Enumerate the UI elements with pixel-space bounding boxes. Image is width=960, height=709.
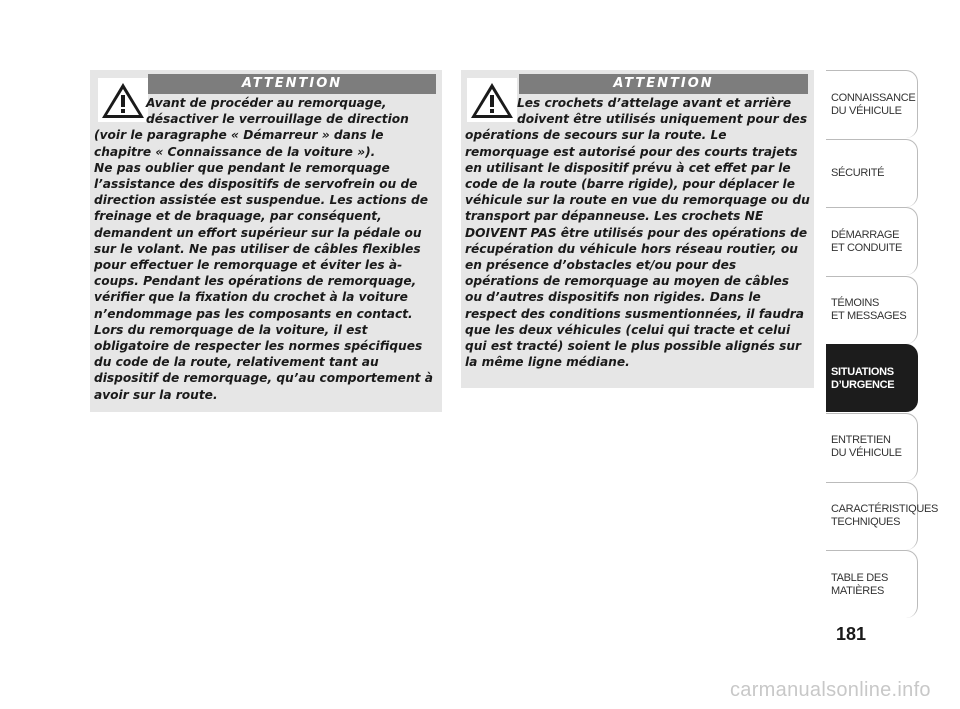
warning-text bbox=[94, 95, 438, 403]
page-number: 181 bbox=[835, 624, 867, 644]
tab-label: CARACTÉRISTIQUES TECHNIQUES bbox=[831, 503, 939, 529]
warning-paragraph: Avant de procéder au remorquage, désactiver le verrouillage de direction (voir le paragraphe « Démarreur » dans le chapitre « Connaissance de la voiture »). bbox=[94, 96, 409, 159]
warning-paragraph: Les crochets d’attelage avant et arrière doivent être utilisés uniquement pour des opérations de secours sur la route. Le remorquage est autorisé pour des courts trajets en utilisant le dispositif prévu à cet effet par le code de la route (barre rigide), pour déplacer le véhicule sur la route en vue du remorquage ou du transport par dépanneuse. Les crochets NE DOIVENT PAS être utilisés pour des opérations de récupération du véhicule hors réseau routier, ou en présence d’obstacles et/ou pour des opérations de remorquage au moyen de câbles ou d’autres dispositifs non rigides. Dans le respect des conditions susmentionnées, il faudra que les deux véhicules (celui qui tracte et celui qui est tracté) soient le plus possible alignés sur la même ligne médiane. bbox=[465, 96, 810, 370]
tab-label: DÉMARRAGE ET CONDUITE bbox=[831, 228, 903, 254]
warning-text bbox=[465, 95, 810, 370]
tab-label: ENTRETIEN DU VÉHICULE bbox=[831, 434, 902, 460]
watermark: carmanualsonline.info bbox=[730, 679, 931, 701]
warning-header: ATTENTION bbox=[148, 74, 436, 94]
tab-demarrage[interactable] bbox=[826, 207, 918, 275]
chapter-tabs bbox=[826, 70, 939, 619]
warning-box-right bbox=[461, 70, 814, 388]
tab-label: SITUATIONS D’URGENCE bbox=[831, 365, 895, 391]
tab-caracteristiques[interactable] bbox=[826, 482, 939, 550]
tab-label: TÉMOINS ET MESSAGES bbox=[831, 297, 907, 323]
tab-label: TABLE DES MATIÈRES bbox=[831, 571, 889, 597]
tab-label: SÉCURITÉ bbox=[831, 166, 885, 179]
tab-situations-urgence[interactable] bbox=[826, 344, 918, 412]
tab-label: CONNAISSANCE DU VÉHICULE bbox=[831, 91, 916, 117]
warning-header: ATTENTION bbox=[519, 74, 808, 94]
tab-entretien[interactable] bbox=[826, 413, 918, 481]
tab-securite[interactable] bbox=[826, 139, 918, 207]
warning-paragraph: Lors du remorquage de la voiture, il est obligatoire de respecter les normes spécifiques du code de la route, relativement tant au dispositif de remorquage, qu’au comportement à avoir sur la route. bbox=[94, 322, 433, 402]
warning-box-left bbox=[90, 70, 442, 412]
tab-connaissance[interactable] bbox=[826, 70, 918, 138]
warning-paragraph: Ne pas oublier que pendant le remorquage l’assistance des dispositifs de servofrein ou de direction assistée est suspendue. Les actions de freinage et de braquage, par conséquent, demandent un effort supérieur sur la pédale ou sur le volant. Ne pas utiliser de câbles flexibles pour effectuer le remorquage et éviter les à-coups. Pendant les opérations de remorquage, vérifier que la fixation du crochet à la voiture n’endommage pas les composants en contact. bbox=[94, 160, 428, 321]
tab-table-matieres[interactable] bbox=[826, 550, 918, 618]
tab-temoins[interactable] bbox=[826, 276, 918, 344]
